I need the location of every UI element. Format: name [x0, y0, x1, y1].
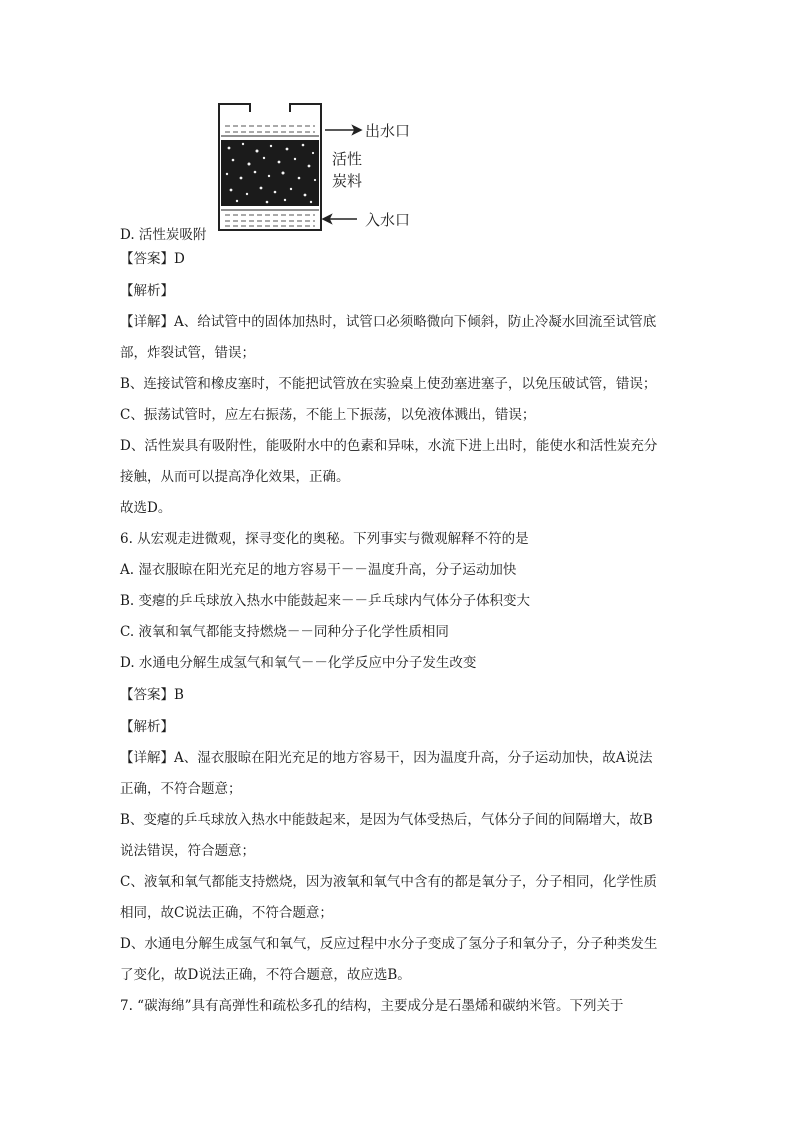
inlet-arrow — [323, 215, 357, 223]
water-layer-top — [221, 126, 319, 136]
analysis-heading: 【解析】 — [120, 283, 174, 299]
question-6-option-c: C. 液氧和氧气都能支持燃烧－－同种分子化学性质相同 — [120, 624, 449, 640]
question-6-option-d: D. 水通电分解生成氢气和氧气－－化学反应中分子发生改变 — [120, 655, 477, 671]
question-6-option-a: A. 湿衣服晾在阳光充足的地方容易干－－温度升高，分子运动加快 — [120, 562, 517, 578]
answer-line: 【答案】B — [120, 687, 184, 703]
activated-carbon-filter-diagram — [205, 96, 445, 236]
explanation-line: B、变瘪的乒乓球放入热水中能鼓起来，是因为气体受热后，气体分子间的间隔增大，故B — [120, 812, 653, 828]
question-6-stem: 6. 从宏观走进微观，探寻变化的奥秘。下列事实与微观解释不符的是 — [120, 531, 529, 547]
carbon-label-line2: 炭料 — [332, 172, 363, 190]
outlet-label: 出水口 — [365, 122, 411, 140]
explanation-line: C、液氧和氧气都能支持燃烧，因为液氧和氧气中含有的都是氧分子，分子相同，化学性质 — [120, 874, 657, 890]
choice-conclusion: 故选D。 — [120, 500, 172, 516]
explanation-line: 【详解】A、湿衣服晾在阳光充足的地方容易干，因为温度升高，分子运动加快，故A说法 — [120, 750, 653, 766]
explanation-line: 接触，从而可以提高净化效果，正确。 — [120, 469, 350, 485]
explanation-line: 【详解】A、给试管中的固体加热时，试管口必须略微向下倾斜，防止冷凝水回流至试管底 — [120, 314, 657, 330]
explanation-line: 正确，不符合题意； — [120, 781, 242, 797]
inlet-label: 入水口 — [365, 211, 411, 229]
explanation-line: B、连接试管和橡皮塞时，不能把试管放在实验桌上使劲塞进塞子，以免压破试管，错误； — [120, 376, 657, 392]
carbon-label-line1: 活性 — [332, 150, 363, 168]
explanation-line: C、振荡试管时，应左右振荡，不能上下振荡，以免液体溅出，错误； — [120, 407, 536, 423]
explanation-line: D、活性炭具有吸附性，能吸附水中的色素和异味，水流下进上出时，能使水和活性炭充分 — [120, 438, 658, 454]
water-layer-bottom — [221, 210, 319, 226]
explanation-line: 部，炸裂试管，错误； — [120, 345, 255, 361]
explanation-line: 说法错误，符合题意； — [120, 843, 255, 859]
option-d-line: D. 活性炭吸附 — [120, 227, 207, 243]
explanation-line: 相同，故C说法正确，不符合题意； — [120, 905, 333, 921]
answer-line: 【答案】D — [120, 251, 185, 267]
explanation-line: D、水通电分解生成氢气和氧气，反应过程中水分子变成了氢分子和氧分子，分子种类发生 — [120, 936, 658, 952]
question-7-stem: 7. “碳海绵”具有高弹性和疏松多孔的结构，主要成分是石墨烯和碳纳米管。下列关于 — [120, 998, 624, 1014]
outlet-arrow — [325, 126, 361, 134]
explanation-line: 了变化，故D说法正确，不符合题意，故应选B。 — [120, 967, 411, 983]
question-6-option-b: B. 变瘪的乒乓球放入热水中能鼓起来－－乒乓球内气体分子体积变大 — [120, 593, 531, 609]
analysis-heading: 【解析】 — [120, 719, 174, 735]
